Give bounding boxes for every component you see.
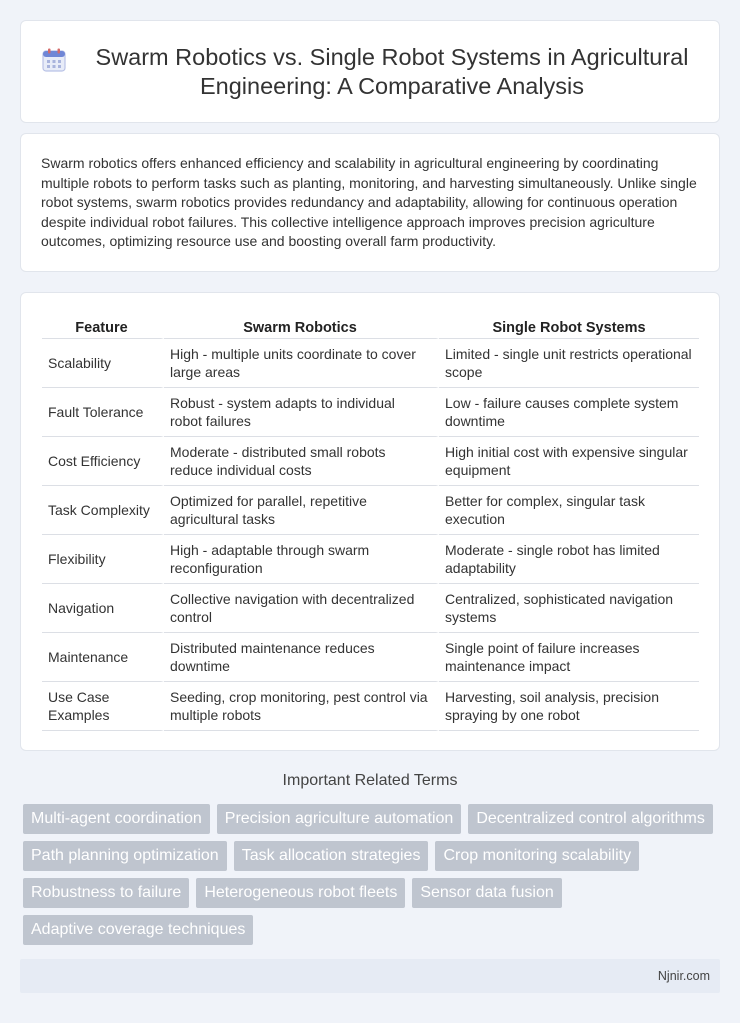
related-terms-heading: Important Related Terms [282,772,458,789]
related-term-tag[interactable]: Path planning optimization [23,841,227,871]
feature-cell: Scalability [42,339,164,388]
comparison-table-card [20,292,720,751]
related-term-tag[interactable]: Sensor data fusion [412,878,561,908]
summary-card [20,133,720,272]
calendar-icon [41,47,67,73]
table-row [42,437,699,486]
single-cell: Harvesting, soil analysis, precision spraying by one robot [439,682,699,731]
single-cell: Single point of failure increases maintenance impact [439,633,699,682]
swarm-cell: High - multiple units coordinate to cover large areas [164,339,439,388]
feature-cell: Use Case Examples [42,682,164,731]
related-term-tag[interactable]: Robustness to failure [23,878,189,908]
page-title: Swarm Robotics vs. Single Robot Systems in Agricultural Engineering: A Comparative Analysis [95,43,689,99]
swarm-cell: Distributed maintenance reduces downtime [164,633,439,682]
header-swarm-robotics: Swarm Robotics [164,313,439,339]
related-term-tag[interactable]: Precision agriculture automation [217,804,462,834]
swarm-cell: Collective navigation with decentralized control [164,584,439,633]
table-row [42,339,699,388]
single-cell: Limited - single unit restricts operational scope [439,339,699,388]
footer [20,959,720,993]
header-feature: Feature [42,313,164,339]
feature-cell: Maintenance [42,633,164,682]
single-cell: Low - failure causes complete system downtime [439,388,699,437]
single-cell: Better for complex, singular task execution [439,486,699,535]
related-term-tag[interactable]: Crop monitoring scalability [435,841,639,871]
title-wrap [21,43,719,101]
related-term-tag[interactable]: Adaptive coverage techniques [23,915,253,945]
header-single-robot-systems: Single Robot Systems [439,313,699,339]
swarm-cell: Optimized for parallel, repetitive agricultural tasks [164,486,439,535]
feature-cell: Fault Tolerance [42,388,164,437]
table-row [42,486,699,535]
table-row [42,633,699,682]
related-terms-list [23,804,723,945]
comparison-table [42,313,699,731]
related-term-tag[interactable]: Heterogeneous robot fleets [196,878,405,908]
summary-text: Swarm robotics offers enhanced efficiency and scalability in agricultural engineering by coordinating multiple robots to perform tasks such as planting, monitoring, and harvesting simultaneously. Unlike single robot systems, swarm robotics provides redundancy and adaptability, allowing for continuous operation despite individual robot failures. This collective intelligence approach improves precision agriculture outcomes, optimizing resource use and boosting overall farm productivity. [41,155,697,250]
feature-cell: Navigation [42,584,164,633]
swarm-cell: High - adaptable through swarm reconfiguration [164,535,439,584]
swarm-cell: Moderate - distributed small robots reduce individual costs [164,437,439,486]
table-row [42,682,699,731]
footer-site-link[interactable]: Njnir.com [657,969,710,983]
table-header-row [42,313,699,339]
swarm-cell: Seeding, crop monitoring, pest control via multiple robots [164,682,439,731]
feature-cell: Flexibility [42,535,164,584]
related-term-tag[interactable]: Decentralized control algorithms [468,804,713,834]
single-cell: Centralized, sophisticated navigation systems [439,584,699,633]
related-term-tag[interactable]: Multi-agent coordination [23,804,210,834]
related-term-tag[interactable]: Task allocation strategies [234,841,429,871]
table-row [42,584,699,633]
single-cell: Moderate - single robot has limited adaptability [439,535,699,584]
swarm-cell: Robust - system adapts to individual robot failures [164,388,439,437]
feature-cell: Task Complexity [42,486,164,535]
table-row [42,535,699,584]
feature-cell: Cost Efficiency [42,437,164,486]
table-row [42,388,699,437]
single-cell: High initial cost with expensive singular equipment [439,437,699,486]
title-card [20,20,720,123]
